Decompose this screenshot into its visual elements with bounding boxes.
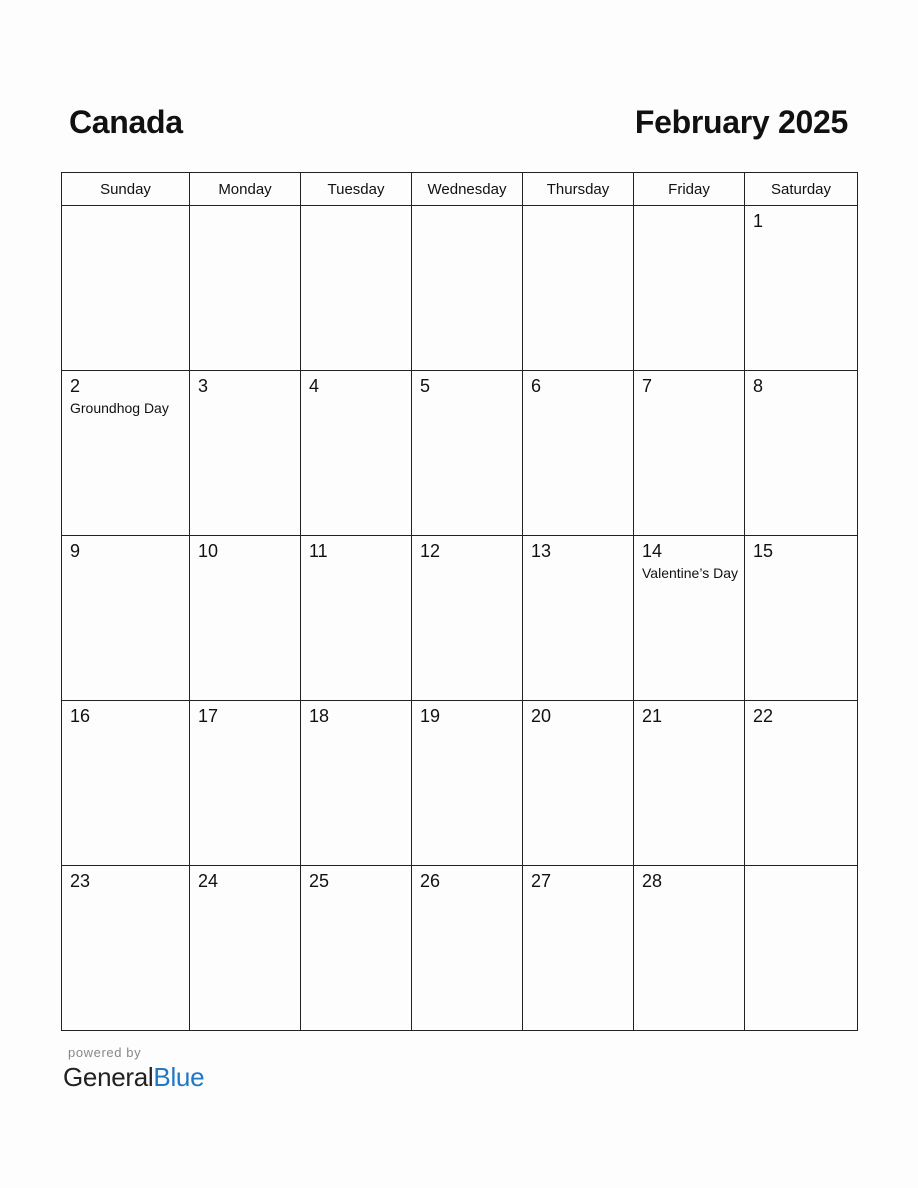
day-number: 27 [531, 871, 552, 891]
day-cell [62, 536, 190, 701]
day-number: 13 [531, 541, 552, 561]
day-cell [412, 701, 523, 866]
day-cell [523, 536, 634, 701]
weekday-header: Thursday [523, 173, 634, 206]
generalblue-logo[interactable] [63, 1062, 204, 1092]
day-number: 10 [198, 541, 219, 561]
month-title: February 2025 [634, 104, 848, 140]
weekday-header: Saturday [745, 173, 858, 206]
day-number: 16 [70, 706, 91, 726]
day-cell [412, 866, 523, 1031]
weekday-header: Tuesday [301, 173, 412, 206]
weekday-header-row [62, 173, 858, 206]
day-number: 25 [309, 871, 330, 891]
day-cell [190, 371, 301, 536]
day-cell [523, 206, 634, 371]
day-number: 1 [753, 211, 764, 231]
day-cell [745, 206, 858, 371]
day-cell [634, 206, 745, 371]
day-cell [634, 536, 745, 701]
day-cell [301, 536, 412, 701]
day-cell [745, 866, 858, 1031]
day-cell [190, 536, 301, 701]
brand-general-text: General [63, 1062, 154, 1092]
day-cell [745, 701, 858, 866]
day-cell [412, 536, 523, 701]
week-row [62, 206, 858, 371]
day-cell [62, 866, 190, 1031]
day-cell [301, 206, 412, 371]
holiday-label: Valentine’s Day [642, 565, 738, 581]
day-number: 3 [198, 376, 209, 396]
holiday-label: Groundhog Day [70, 400, 169, 416]
day-cell [190, 866, 301, 1031]
day-cell [62, 371, 190, 536]
week-row [62, 371, 858, 536]
day-number: 28 [642, 871, 663, 891]
brand-blue-text: Blue [153, 1062, 205, 1092]
day-number: 15 [753, 541, 774, 561]
day-number: 6 [531, 376, 542, 396]
week-row [62, 866, 858, 1031]
day-cell [62, 206, 190, 371]
day-number: 12 [420, 541, 441, 561]
day-cell [745, 536, 858, 701]
day-number: 23 [70, 871, 91, 891]
day-cell [301, 371, 412, 536]
day-number: 18 [309, 706, 330, 726]
day-cell [523, 866, 634, 1031]
weekday-header: Wednesday [412, 173, 523, 206]
day-cell [745, 371, 858, 536]
day-number: 14 [642, 541, 663, 561]
week-row [62, 536, 858, 701]
country-title: Canada [69, 104, 183, 140]
day-cell [190, 206, 301, 371]
day-number: 24 [198, 871, 219, 891]
day-number: 22 [753, 706, 774, 726]
day-cell [412, 371, 523, 536]
day-cell [523, 371, 634, 536]
week-row [62, 701, 858, 866]
weekday-header: Friday [634, 173, 745, 206]
weekday-header: Sunday [62, 173, 190, 206]
day-cell [634, 701, 745, 866]
day-cell [634, 866, 745, 1031]
day-cell [634, 371, 745, 536]
day-number: 9 [70, 541, 81, 561]
day-number: 4 [309, 376, 320, 396]
day-number: 26 [420, 871, 441, 891]
day-number: 11 [309, 541, 328, 561]
day-number: 20 [531, 706, 552, 726]
day-number: 5 [420, 376, 431, 396]
day-cell [301, 701, 412, 866]
powered-by-label: powered by [68, 1045, 142, 1060]
day-cell [62, 701, 190, 866]
calendar-grid [61, 172, 858, 1031]
day-cell [301, 866, 412, 1031]
day-cell [190, 701, 301, 866]
footer [63, 1045, 204, 1092]
day-number: 7 [642, 376, 653, 396]
day-number: 2 [70, 376, 81, 396]
day-number: 19 [420, 706, 441, 726]
weekday-header: Monday [190, 173, 301, 206]
day-cell [412, 206, 523, 371]
day-number: 21 [642, 706, 663, 726]
day-cell [523, 701, 634, 866]
day-number: 8 [753, 376, 764, 396]
day-number: 17 [198, 706, 219, 726]
